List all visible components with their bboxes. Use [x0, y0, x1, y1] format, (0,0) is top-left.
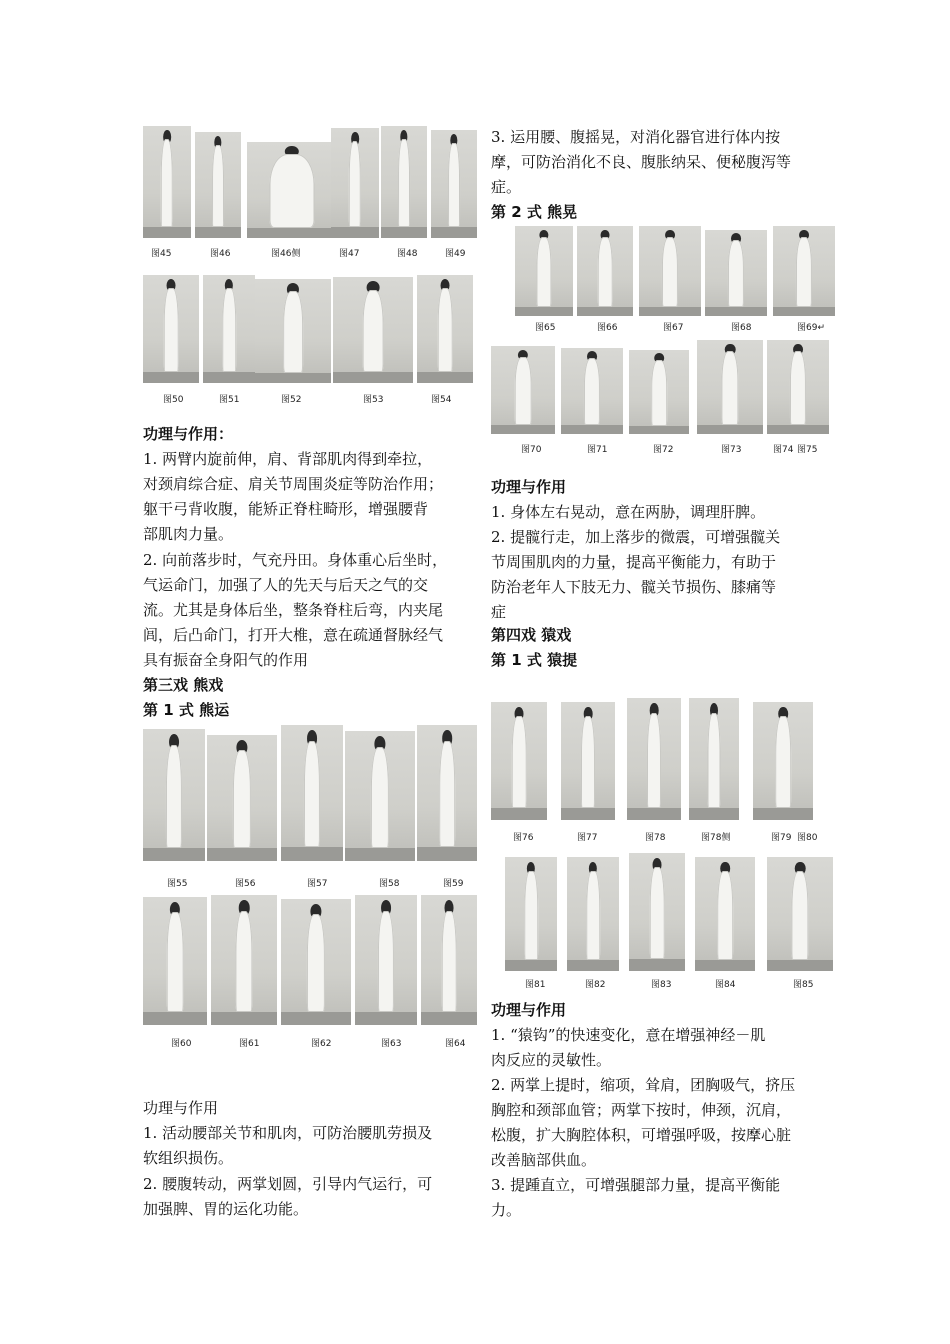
- paragraph-line: 1. 活动腰部关节和肌肉，可防治腰肌劳损及: [143, 1124, 433, 1142]
- paragraph-line: 症: [491, 603, 507, 621]
- paragraph-line: 1. 两臂内旋前伸，肩、背部肌肉得到牵拉，: [143, 450, 433, 468]
- figure-caption: 图74: [773, 445, 794, 455]
- paragraph-line: 肉反应的灵敏性。: [491, 1051, 612, 1069]
- photo-strip-45-49: [143, 126, 478, 266]
- figure-photo: [567, 857, 619, 971]
- figure-caption: 图75: [797, 445, 818, 455]
- paragraph-line: 2. 提髋行走，加上落步的微震，可增强髋关: [491, 528, 781, 546]
- figure-photo: [207, 735, 277, 861]
- form-heading-xiongyun: 第 1 式 熊运: [143, 701, 230, 719]
- figure-photo: [381, 126, 427, 238]
- figure-caption: 图55: [167, 879, 188, 889]
- figure-caption: 图53: [363, 395, 384, 405]
- heading-gongli: 功理与作用：: [143, 425, 234, 443]
- paragraph-line: 2. 向前落步时，气充丹田。身体重心后坐时，: [143, 551, 448, 569]
- figure-caption: 图59: [443, 879, 464, 889]
- figure-photo: [491, 702, 547, 820]
- section-heading-monkey: 第四戏 猿戏: [491, 626, 572, 644]
- figure-caption: 图63: [381, 1039, 402, 1049]
- figure-caption: 图81: [525, 980, 546, 990]
- figure-photo: [211, 895, 277, 1025]
- paragraph-line: 部肌肉力量。: [143, 525, 234, 543]
- figure-caption: 图48: [397, 249, 418, 259]
- figure-photo: [505, 857, 557, 971]
- paragraph-line: 摩，可防治消化不良、腹胀纳呆、便秘腹泻等: [491, 153, 792, 171]
- figure-photo: [143, 897, 207, 1025]
- heading-gongli-2: 功理与作用: [491, 1001, 567, 1019]
- figure-photo: [331, 128, 379, 238]
- paragraph-line: 躯干弓背收腹，能矫正脊柱畸形，增强腰背: [143, 500, 429, 518]
- figure-caption: 图78侧: [701, 833, 731, 843]
- figure-caption: 图83: [651, 980, 672, 990]
- figure-photo: [627, 698, 681, 820]
- figure-caption: 图50: [163, 395, 184, 405]
- figure-caption: 图73: [721, 445, 742, 455]
- figure-caption: 图46: [210, 249, 231, 259]
- figure-caption: 图46侧: [271, 249, 301, 259]
- figure-photo: [689, 698, 739, 820]
- paragraph-line: 防治老年人下肢无力、髋关节损伤、膝痛等: [491, 578, 777, 596]
- paragraph-line: 2. 两掌上提时，缩项，耸肩，团胸吸气，挤压: [491, 1076, 796, 1094]
- paragraph-line: 1. 身体左右晃动，意在两胁，调理肝脾。: [491, 503, 766, 521]
- figure-photo: [705, 230, 767, 316]
- paragraph-line: 对颈肩综合症、肩关节周围炎症等防治作用；: [143, 475, 444, 493]
- paragraph-line: 闾，后凸命门，打开大椎，意在疏通督脉经气: [143, 626, 444, 644]
- figure-caption: 图54: [431, 395, 452, 405]
- figure-caption: 图56: [235, 879, 256, 889]
- figure-caption: 图51: [219, 395, 240, 405]
- figure-caption: 图45: [151, 249, 172, 259]
- paragraph-line: 胸腔和颈部血管；两掌下按时，伸颈，沉肩，: [491, 1101, 792, 1119]
- figure-photo: [255, 279, 331, 383]
- figure-photo: [203, 275, 255, 383]
- photo-strip-81-85: [505, 853, 835, 993]
- form-heading-yuanti: 第 1 式 猿提: [491, 651, 578, 669]
- paragraph-line: 流。尤其是身体后坐，整条脊柱后弯，内夹尾: [143, 601, 444, 619]
- figure-caption: 图62: [311, 1039, 332, 1049]
- paragraph-line: 气运命门，加强了人的先天与后天之气的交: [143, 576, 429, 594]
- figure-photo: [629, 853, 685, 971]
- photo-strip-70-75: [491, 340, 816, 455]
- figure-caption: 图82: [585, 980, 606, 990]
- photo-strip-60-64: [143, 895, 478, 1055]
- figure-photo: [143, 729, 205, 861]
- paragraph-line: 改善脑部供血。: [491, 1151, 597, 1169]
- photo-strip-50-54: [143, 275, 478, 405]
- figure-caption: 图57: [307, 879, 328, 889]
- figure-photo: [247, 142, 337, 238]
- paragraph-line: 节周围肌肉的力量，提高平衡能力，有助于: [491, 553, 777, 571]
- figure-caption: 图77: [577, 833, 598, 843]
- figure-caption: 图52: [281, 395, 302, 405]
- figure-photo: [281, 725, 343, 861]
- paragraph-line: 2. 腰腹转动，两掌划圆，引导内气运行，可: [143, 1175, 433, 1193]
- paragraph-line: 力。: [491, 1201, 522, 1219]
- figure-caption: 图61: [239, 1039, 260, 1049]
- paragraph-line: 加强脾、胃的运化功能。: [143, 1200, 309, 1218]
- figure-photo: [143, 126, 191, 238]
- heading-gongli: 功理与作用: [491, 478, 567, 496]
- figure-photo: [561, 702, 615, 820]
- figure-photo: [491, 346, 555, 434]
- figure-caption: 图58: [379, 879, 400, 889]
- figure-photo: [143, 275, 199, 383]
- form-heading-xionghuang: 第 2 式 熊晃: [491, 203, 578, 221]
- figure-caption: 图84: [715, 980, 736, 990]
- figure-photo: [697, 340, 763, 434]
- figure-caption: 图78: [645, 833, 666, 843]
- figure-caption: 图85: [793, 980, 814, 990]
- paragraph-line: 1. “猿钩”的快速变化，意在增强神经－肌: [491, 1026, 766, 1044]
- paragraph-line: 3. 运用腰、腹摇晃，对消化器官进行体内按: [491, 128, 781, 146]
- figure-photo: [195, 132, 241, 238]
- heading-gongli-2: 功理与作用: [143, 1099, 219, 1117]
- figure-caption: 图47: [339, 249, 360, 259]
- figure-caption: 图66: [597, 323, 618, 333]
- figure-caption: 图64: [445, 1039, 466, 1049]
- paragraph-line: 软组织损伤。: [143, 1149, 234, 1167]
- figure-caption: 图70: [521, 445, 542, 455]
- figure-photo: [639, 226, 701, 316]
- figure-photo: [417, 725, 477, 861]
- figure-photo: [767, 340, 829, 434]
- figure-photo: [577, 226, 633, 316]
- figure-photo: [767, 857, 833, 971]
- figure-caption: 图72: [653, 445, 674, 455]
- figure-caption: 图69↵: [797, 323, 825, 333]
- paragraph-line: 具有振奋全身阳气的作用: [143, 651, 309, 669]
- figure-photo: [695, 857, 755, 971]
- figure-photo: [281, 899, 351, 1025]
- figure-caption: 图65: [535, 323, 556, 333]
- figure-photo: [345, 731, 415, 861]
- figure-photo: [421, 895, 477, 1025]
- figure-photo: [333, 277, 413, 383]
- figure-caption: 图79: [771, 833, 792, 843]
- photo-strip-55-59: [143, 725, 478, 890]
- figure-caption: 图67: [663, 323, 684, 333]
- figure-caption: 图68: [731, 323, 752, 333]
- photo-strip-65-69: [515, 226, 845, 336]
- figure-caption: 图76: [513, 833, 534, 843]
- figure-photo: [753, 702, 813, 820]
- figure-caption: 图49: [445, 249, 466, 259]
- paragraph-line: 松腹，扩大胸腔体积，可增强呼吸，按摩心脏: [491, 1126, 792, 1144]
- figure-photo: [561, 348, 623, 434]
- figure-photo: [355, 895, 417, 1025]
- figure-photo: [515, 226, 573, 316]
- figure-photo: [431, 130, 477, 238]
- photo-strip-76-80: [491, 698, 816, 848]
- figure-caption: 图71: [587, 445, 608, 455]
- figure-photo: [773, 226, 835, 316]
- figure-photo: [629, 350, 689, 434]
- figure-caption: 图60: [171, 1039, 192, 1049]
- paragraph-line: 3. 提踵直立，可增强腿部力量，提高平衡能: [491, 1176, 781, 1194]
- figure-caption: 图80: [797, 833, 818, 843]
- section-heading-bear: 第三戏 熊戏: [143, 676, 224, 694]
- paragraph-line: 症。: [491, 178, 522, 196]
- figure-photo: [417, 275, 473, 383]
